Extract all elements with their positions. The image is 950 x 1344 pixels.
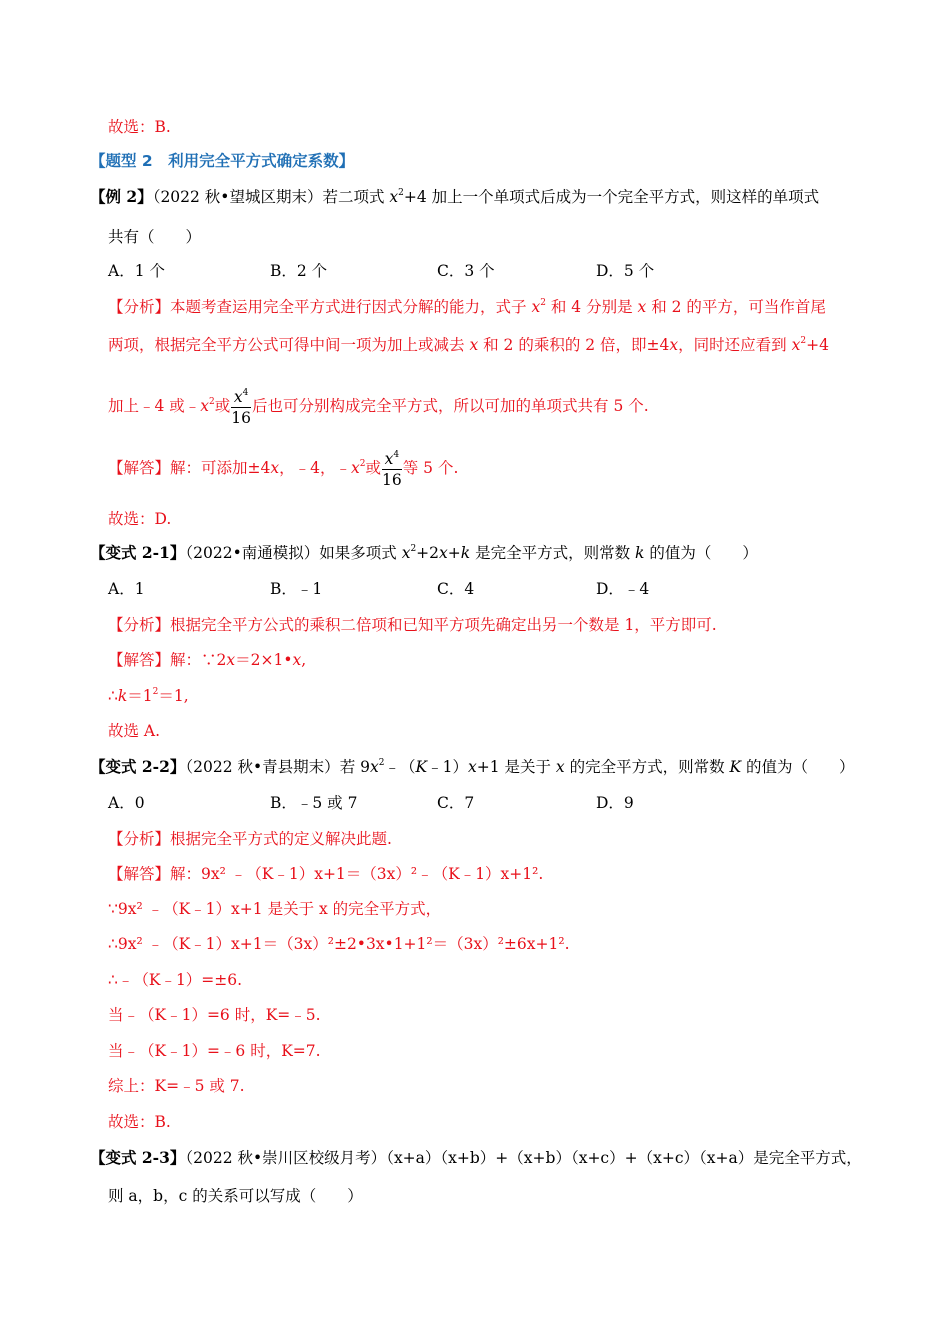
intro-answer: 故选：B. — [108, 118, 171, 136]
v22-source: （2022 秋•青县期末） — [185, 758, 340, 776]
ex2-analysis-2c: ，同时还应看到 — [678, 336, 792, 354]
ex2-question-line2: 共有（ ） — [108, 228, 202, 246]
v21-q-d: 是完全平方式，则常数 — [470, 544, 636, 562]
frac2-den: 16 — [382, 470, 402, 489]
ex2-answer-b: ，﹣4，﹣ — [279, 459, 351, 477]
v22-choice: 故选：B. — [108, 1113, 171, 1131]
v21-q-e: 的值为（ ） — [644, 544, 758, 562]
ex2-fraction — [231, 387, 251, 428]
ex2-answer-fraction — [382, 449, 402, 490]
v21-answer-b: ＝2×1• — [235, 651, 293, 669]
ex2-choice: 故选：D. — [108, 510, 172, 528]
ex2-answer-a: 解：可添加±4 — [170, 459, 271, 477]
v21-source: （2022•南通模拟） — [185, 544, 320, 562]
v21-option-b[interactable]: B．﹣1 — [270, 580, 323, 598]
v21-choice: 故选 A. — [108, 722, 161, 740]
v23-line2: 则 a，b，c 的关系可以写成（ ） — [108, 1187, 363, 1205]
v21-q-b: +2 — [416, 544, 440, 562]
v22-option-a[interactable]: A．0 — [108, 794, 145, 812]
v22-analysis-text: 根据完全平方式的定义解决此题. — [170, 830, 392, 848]
v21-step2-a: ∴ — [108, 687, 118, 705]
frac-num: x — [233, 387, 243, 406]
v22-q-a: 若 9 — [339, 758, 370, 776]
frac-den: 16 — [231, 408, 252, 427]
ex2-analysis-3c: 后也可分别构成完全平方式，所以可加的单项式共有 5 个. — [252, 397, 649, 415]
v22-q-f: 的值为（ ） — [741, 758, 855, 776]
v22-q-c: ﹣1） — [427, 758, 468, 776]
v21-q-a: 如果多项式 — [319, 544, 402, 562]
v22-line3: ∴9x² ﹣（K﹣1）x+1＝（3x）²±2•3x•1+1²＝（3x）²±6x+1². — [108, 935, 570, 953]
ex2-analysis-3: 加上﹣4 或$﹣x^2$或 $\frac{x^4}{16}$ 后也可分别构成完全平方式，所以可加的单项式共有 5 个. — [108, 387, 649, 427]
ex2-option-c[interactable]: C．3 个 — [437, 262, 495, 280]
ex2-answer-c: 或 — [365, 459, 381, 477]
ex2-analysis-3b: 或 — [214, 397, 231, 415]
v22-tag: 【变式 2-2】 — [90, 757, 186, 776]
v22-answer-line1 — [108, 863, 543, 885]
ex2-analysis-2d: +4 — [806, 336, 829, 354]
v21-option-c[interactable]: C．4 — [437, 580, 475, 598]
v22-option-c[interactable]: C．7 — [437, 794, 475, 812]
v21-question: 【变式 2-1】（2022•南通模拟）如果多项式 $x^2+2x+k$ 是完全平方式，则常数 k 的值为（ ） — [90, 543, 758, 562]
v22-question: 【变式 2-2】（2022 秋•青县期末）若 $9x^2﹣(K﹣1)x+1$ 是关于 x 的完全平方式，则常数 K 的值为（ ） — [90, 757, 855, 776]
v22-line4: ∴﹣（K﹣1）=±6. — [108, 971, 243, 989]
ex2-option-b[interactable]: B．2 个 — [270, 262, 328, 280]
v22-line2: ∵9x² ﹣（K﹣1）x+1 是关于 x 的完全平方式， — [108, 900, 442, 918]
ex2-analysis-3a: 加上﹣4 或﹣ — [108, 397, 201, 415]
v21-step2: $\therefore k=1^2=1$, — [108, 687, 189, 705]
v21-analysis — [108, 614, 717, 636]
ex2-analysis-2b: 和 2 的乘积的 2 倍，即±4 — [478, 336, 670, 354]
frac2-exp: 4 — [393, 449, 400, 460]
ex2-answer: 【解答】解：可添加±4x，﹣4，$﹣x^2$或 $\frac{x^4}{16}$ 等 5 个. — [108, 449, 459, 489]
v21-answer-a: 解：∵2 — [170, 651, 227, 669]
v22-line7: 综上：K=﹣5 或 7. — [108, 1077, 245, 1095]
v21-answer-c: , — [301, 651, 307, 669]
v21-step2-b: ＝1 — [127, 687, 153, 705]
v22-analysis — [108, 828, 392, 850]
ex2-analysis-tag: 【分析】 — [108, 298, 171, 316]
ex2-answer-tag: 【解答】 — [108, 459, 171, 477]
ex2-analysis-2: 两项，根据完全平方公式可得中间一项为加上或减去 x 和 2 的乘积的 2 倍，即±4x，同时还应看到 $x^2+4$ — [108, 336, 829, 354]
v22-option-b[interactable]: B．﹣5 或 7 — [270, 794, 358, 812]
v22-line6: 当﹣（K﹣1）=﹣6 时，K=7. — [108, 1042, 321, 1060]
v23-question — [90, 1147, 862, 1169]
ex2-answer-d: 等 5 个. — [402, 459, 459, 477]
v21-option-d[interactable]: D．﹣4 — [596, 580, 650, 598]
ex2-analysis-1: 【分析】本题考查运用完全平方式进行因式分解的能力，式子 $x^2$ 和 4 分别是 x 和 2 的平方，可当作首尾 — [108, 298, 826, 316]
v22-option-d[interactable]: D．9 — [596, 794, 634, 812]
ex2-option-d[interactable]: D．5 个 — [596, 262, 655, 280]
ex2-analysis-2a: 两项，根据完全平方公式可得中间一项为加上或减去 — [108, 336, 470, 354]
frac-exp: 4 — [242, 387, 249, 398]
v23-source: （2022 秋•崇川区校级月考） — [185, 1149, 387, 1167]
ex2-question: 【例 2】（2022 秋•望城区期末）若二项式 $x^2+4$ 加上一个单项式后成为一个完全平方式，则这样的单项式 — [90, 187, 820, 206]
v22-line1: 解：9x² ﹣（K﹣1）x+1＝（3x）²﹣（K﹣1）x+1². — [170, 865, 544, 883]
v21-analysis-tag: 【分析】 — [108, 616, 171, 634]
ex2-q-a: 若二项式 — [322, 188, 390, 206]
v22-answer-tag: 【解答】 — [108, 865, 171, 883]
v23-question-text: （x+a）（x+b）+（x+b）（x+c）+（x+c）（x+a）是完全平方式， — [386, 1149, 862, 1167]
ex2-option-a[interactable]: A．1 个 — [108, 262, 165, 280]
frac2-num: x — [384, 449, 394, 468]
ex2-tag: 【例 2】 — [90, 187, 153, 206]
v22-analysis-tag: 【分析】 — [108, 830, 171, 848]
v22-q-e: 的完全平方式，则常数 — [564, 758, 730, 776]
ex2-analysis-1a: 本题考查运用完全平方式进行因式分解的能力，式子 — [170, 298, 532, 316]
v22-q-b: ﹣（ — [384, 758, 416, 776]
v21-option-a[interactable]: A．1 — [108, 580, 145, 598]
v22-line5: 当﹣（K﹣1）=6 时，K=﹣5. — [108, 1006, 321, 1024]
ex2-analysis-1b: 和 4 分别是 — [545, 298, 638, 316]
v21-q-c: + — [447, 544, 461, 562]
v21-tag: 【变式 2-1】 — [90, 543, 186, 562]
v22-q-d: +1 是关于 — [476, 758, 556, 776]
v21-step2-c: ＝1, — [158, 687, 189, 705]
ex2-source: （2022 秋•望城区期末） — [152, 188, 323, 206]
v23-tag: 【变式 2-3】 — [90, 1148, 186, 1167]
v21-analysis-text: 根据完全平方公式的乘积二倍项和已知平方项先确定出另一个数是 1，平方即可. — [170, 616, 717, 634]
v21-answer: 【解答】解：∵2x＝2×1•x, — [108, 651, 307, 669]
ex2-analysis-1c: 和 2 的平方，可当作首尾 — [646, 298, 826, 316]
section-title: 【题型 2 利用完全平方式确定系数】 — [90, 152, 355, 170]
v21-answer-tag: 【解答】 — [108, 651, 171, 669]
ex2-q-b: +4 加上一个单项式后成为一个完全平方式，则这样的单项式 — [403, 188, 820, 206]
